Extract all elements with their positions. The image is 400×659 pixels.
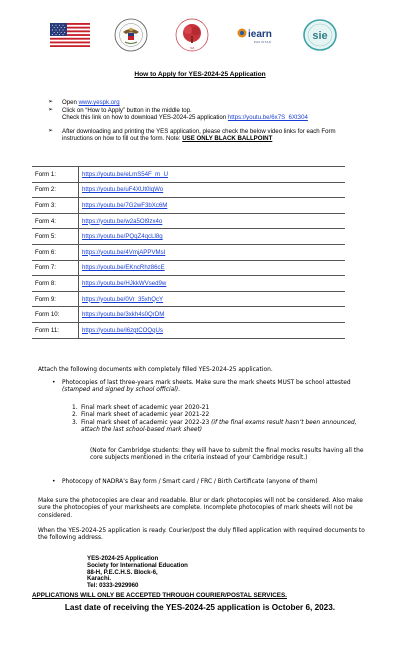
form-link-cell [79, 167, 346, 183]
form-label: Form 2: [32, 182, 79, 198]
form-label: Form 7: [32, 260, 79, 276]
form-video-link[interactable]: https://youtu.be/w2a5Ol9zx4o [82, 217, 163, 225]
form-label: Form 3: [32, 198, 79, 214]
form-row [32, 167, 345, 183]
form-link-cell [79, 276, 346, 292]
cambridge-note: (Note for Cambridge students: they will have to submit the final mocks results having all the core subjects mentioned in the criteria instead of your Cambridge result.) [90, 448, 364, 462]
form-video-link[interactable]: https://youtu.be/0Vr_35xhQcY [82, 295, 164, 303]
address-line: YES-2024-25 Application [87, 555, 159, 562]
item-number: 3. [72, 419, 78, 426]
item-text: Final mark sheet of academic year 2022-23 [81, 419, 212, 426]
form-video-link[interactable]: https://youtu.be/eLmS54F_m_U [82, 170, 169, 178]
form-video-link[interactable]: https://youtu.be/HJkkWVsed9w [82, 279, 167, 287]
mark-sheet-item [72, 405, 368, 412]
bullet-open [48, 99, 368, 107]
bullet-after [48, 128, 368, 143]
form-link-cell [79, 198, 346, 214]
form-row [32, 291, 345, 307]
address-line: Karachi. [87, 575, 112, 583]
form-row [32, 213, 345, 229]
item-text: Final mark sheet of academic year 2020-21 [81, 405, 210, 411]
form-label: Form 5: [32, 229, 79, 245]
form-link-cell [79, 260, 346, 276]
us-embassy-seal-logo [114, 18, 148, 52]
photocopies-italic: (stamped and signed by school official) [62, 387, 179, 394]
item-text: Final mark sheet of academic year 2021-22 [81, 412, 210, 419]
mark-sheet-years-list [72, 405, 368, 434]
mark-sheet-item [72, 412, 368, 419]
form-label: Form 8: [32, 276, 79, 292]
nadra-bullet [52, 479, 370, 485]
form-video-link[interactable]: https://youtu.be/7G2wF3bXc6M [82, 201, 168, 209]
form-row [32, 307, 345, 323]
arrow-bullet-icon: ➢ [48, 127, 54, 134]
form-link-cell [79, 291, 346, 307]
form-video-link[interactable]: https://youtu.be/EKncRhz86cE [82, 264, 165, 272]
form-row [32, 322, 345, 338]
us-flag-logo [50, 23, 90, 47]
mark-sheet-item [72, 420, 368, 435]
sie-logo [302, 18, 338, 52]
item-italic-note: (if the final exams result hasn’t been announced, attach the last school-based mark sheet) [81, 419, 357, 433]
form-row [32, 229, 345, 245]
attach-instruction: Attach the following documents with completely filled YES-2024-25 application. [38, 367, 273, 373]
iearn-subtitle: PAKISTAN [254, 41, 272, 44]
kennedy-lugar-yes-logo [175, 18, 209, 52]
mailing-address [87, 556, 188, 590]
bullet-check-text: Check this link on how to download YES-2024-25 application [62, 114, 228, 122]
form-video-link[interactable]: https://youtu.be/3xkh4s0QrDM [82, 311, 165, 319]
arrow-bullet-icon: ➢ [48, 99, 54, 105]
bullet-dot-icon: • [52, 380, 56, 386]
bullet-click-text: Click on “How to Apply” button in the middle top. [62, 106, 192, 114]
form-row [32, 276, 345, 292]
ballpoint-note: USE ONLY BLACK BALLPOINT [182, 135, 273, 143]
bullet-dot-icon: • [52, 479, 56, 485]
form-label: Form 6: [32, 244, 79, 260]
form-row [32, 260, 345, 276]
form-video-link[interactable]: https://youtu.be/l6zgtCOQqUs [82, 326, 163, 334]
last-date-notice: Last date of receiving the YES-2024-25 application is October 6, 2023. [64, 603, 336, 612]
form-link-cell [79, 213, 346, 229]
photocopies-bullet [52, 380, 370, 395]
form-link-cell [79, 229, 346, 245]
bullet-open-text: Open [62, 99, 79, 106]
form-label: Form 10: [32, 307, 79, 323]
form-label: Form 9: [32, 291, 79, 307]
form-row [32, 182, 345, 198]
svg-text:YES: YES [189, 47, 195, 50]
form-label: Form 1: [32, 167, 79, 183]
instruction-bullets [48, 99, 368, 143]
courier-only-notice: APPLICATIONS WILL ONLY BE ACCEPTED THROUGH COURIER/POSTAL SERVICES. [32, 592, 287, 599]
form-video-link[interactable]: https://youtu.be/4VmjAPPVMsI [82, 248, 166, 256]
form-video-link[interactable]: https://youtu.be/uF4XUt0lqWo [82, 186, 164, 194]
iearn-globe-icon [236, 18, 280, 52]
photocopies-text: Photocopies of last three-years mark sheets. Make sure the mark sheets MUST be school attested [62, 380, 351, 386]
address-line: Society for International Education [87, 561, 188, 569]
logo-strip [0, 18, 400, 52]
form-video-link[interactable]: https://youtu.be/PQqZ4qcLl8g [82, 233, 163, 241]
form-label: Form 11: [32, 322, 79, 338]
photocopies-end: . [178, 387, 181, 394]
form-link-cell [79, 322, 346, 338]
address-line: Tel: 0333-2929960 [87, 582, 139, 590]
bullet-after-text: After downloading and printing the YES application, please check the below video links for each Form instructions on how to fill out the form. Note: [62, 127, 336, 143]
form-label: Form 4: [32, 213, 79, 229]
nadra-text: Photocopy of NADRA’s Bay form / Smart card / FRC / Birth Certificate (anyone of them) [62, 479, 318, 485]
arrow-bullet-icon: ➢ [48, 106, 54, 113]
iearn-pakistan-logo [236, 18, 280, 52]
form-link-cell [79, 307, 346, 323]
clear-photocopies-note: Make sure the photocopies are clear and readable. Blur or dark photocopies will not be considered. Also make sure the photocopies of your marksheets are complete. Incomplete photocopies of mark sheets will not be considered. [38, 498, 363, 519]
bullet-click [48, 107, 368, 122]
page-title: How to Apply for YES-2024-25 Application [134, 71, 266, 78]
form-row [32, 244, 345, 260]
download-video-link[interactable]: https://youtu.be/6x7S_6Xt304 [227, 114, 308, 122]
item-number: 2. [72, 412, 78, 419]
item-number: 1. [72, 405, 78, 411]
sie-wordmark: sie [312, 30, 328, 42]
form-link-cell [79, 182, 346, 198]
iearn-wordmark: iearn [248, 29, 272, 40]
form-link-cell [79, 244, 346, 260]
address-line: 88-H, P.E.C.H.S. Block-6, [87, 568, 158, 576]
form-links-table [32, 166, 345, 339]
yespk-link[interactable]: www.yespk.org [78, 99, 120, 106]
courier-instruction: When the YES-2024-25 application is ready. Courier/post the duly filled application with required documents to the following address. [38, 528, 365, 542]
form-row [32, 198, 345, 214]
